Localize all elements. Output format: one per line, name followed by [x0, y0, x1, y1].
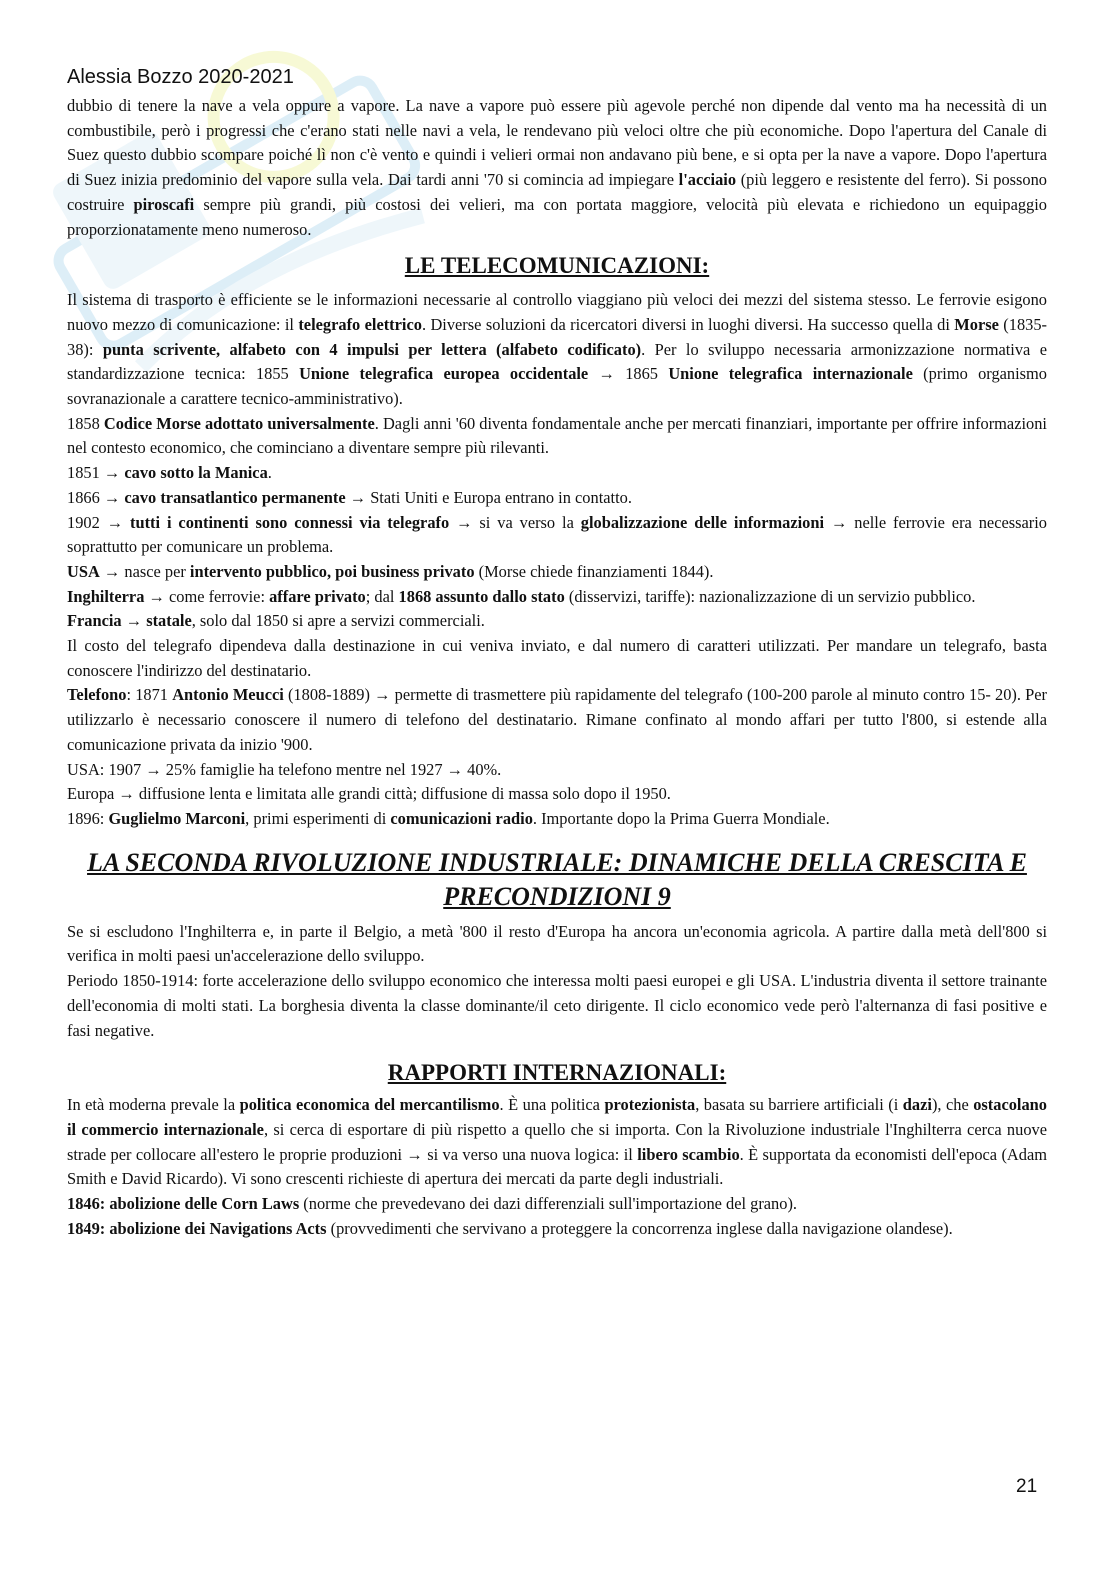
mercantilismo-paragraph: In età moderna prevale la politica economica del mercantilismo. È una politica protezionista, basata su barriere artificiali (i dazi), che ostacolano il commercio internazionale, si cerca di esportare di più rispetto a quello che si importa. Con la Rivoluzione industriale l'Inghilterra cerca nuove strade per collocare all'estero le proprie produzioni → si va verso una nuova logica: il libero scambio. È supportata da economisti dell'epoca (Adam Smith e David Ricardo). Vi sono crescenti richieste di apertura dei mercati da parte degli industriali. — [67, 1095, 1047, 1189]
usa-telephone-stats: USA: 1907 → 25% famiglie ha telefono mentre nel 1927 → 40%. — [67, 759, 502, 779]
marconi-line: 1896: Guglielmo Marconi, primi esperimenti di comunicazioni radio. Importante dopo la Prima Guerra Mondiale. — [67, 808, 830, 828]
telegraph-cost-paragraph: Il costo del telegrafo dipendeva dalla destinazione in cui veniva inviato, e dal numero di caratteri utilizzati. Per mandare un telegrafo, basta conoscere l'indirizzo del destinatario. — [67, 636, 1047, 680]
seconda-rivoluzione-paragraph-2: Periodo 1850-1914: forte accelerazione dello sviluppo economico che interessa molti paesi europei e gli USA. L'industria diventa il settore trainante dell'economia di molti stati. La borghesia diventa la classe dominante/il ceto dirigente. Il ciclo economico vede però l'alternanza di fasi positive e fasi negative. — [67, 971, 1047, 1040]
page-number: 21 — [1016, 1476, 1038, 1497]
section-title-seconda-rivoluzione: LA SECONDA RIVOLUZIONE INDUSTRIALE: DINAMICHE DELLA CRESCITA E PRECONDIZIONI 9 — [87, 847, 1027, 911]
section-title-rapporti-internazionali: RAPPORTI INTERNAZIONALI: — [387, 1060, 727, 1086]
line-1866: 1866 → cavo transatlantico permanente → Stati Uniti e Europa entrano in contatto. — [67, 487, 632, 507]
section-title-telecomunicazioni: LE TELECOMUNICAZIONI: — [404, 253, 710, 279]
intro-paragraph: dubbio di tenere la nave a vela oppure a vapore. La nave a vapore può essere più agevole perché non dipende dal vento ma ha necessità di un combustibile, però i progressi che c'erano stati nelle navi a vela, le rendevano più veloci oltre che più economiche. Dopo l'apertura del Canale di Suez questo dubbio scompare poiché lì non c'è vento e quindi i velieri ormai non andavano più bene, e si opta per la nave a vapore. Dopo l'apertura di Suez inizia predominio del vapore sulla vela. Dai tardi anni '70 si comincia ad impiegare l'acciaio (più leggero e resistente del ferro). Si possono costruire piroscafi sempre più grandi, più costosi dei velieri, ma con portata maggiore, velocità più elevata e richiedono un equipaggio proporzionatamente meno numeroso. — [67, 96, 1047, 239]
usa-line: USA → nasce per intervento pubblico, poi business privato (Morse chiede finanziamenti 1844). — [67, 561, 714, 581]
seconda-rivoluzione-paragraph-1: Se si escludono l'Inghilterra e, in parte il Belgio, a metà '800 il resto d'Europa ha ancora un'economia agricola. A partire dalla metà dell'800 si verifica in molti paesi un'accelerazione dello sviluppo. — [67, 921, 1047, 966]
francia-line: Francia → statale, solo dal 1850 si apre a servizi commerciali. — [67, 611, 485, 631]
inghilterra-line: Inghilterra → come ferrovie: affare privato; dal 1868 assunto dallo stato (disservizi, tariffe): nazionalizzazione di un servizio pubblico. — [67, 586, 976, 606]
line-1851: 1851 → cavo sotto la Manica. — [67, 463, 272, 483]
telecom-paragraph: Il sistema di trasporto è efficiente se le informazioni necessarie al controllo viaggiano più veloci dei mezzi del sistema stesso. Le ferrovie esigono nuovo mezzo di comunicazione: il telegrafo elettrico. Diverse soluzioni da ricercatori diversi in luoghi diversi. Ha successo quella di Morse (1835-38): punta scrivente, alfabeto con 4 impulsi per lettera (alfabeto codificato). Per lo sviluppo necessaria armonizzazione normativa e standardizzazione tecnica: 1855 Unione telegrafica europea occidentale → 1865 Unione telegrafica internazionale (primo organismo sovranazionale a carattere tecnico-amministrativo). — [67, 290, 1047, 409]
navigation-acts-line: 1849: abolizione dei Navigations Acts (provvedimenti che servivano a proteggere la concorrenza inglese dalla navigazione olandese). — [67, 1218, 953, 1238]
europa-line: Europa → diffusione lenta e limitata alle grandi città; diffusione di massa solo dopo il 1950. — [67, 784, 671, 804]
corn-laws-line: 1846: abolizione delle Corn Laws (norme che prevedevano dei dazi differenziali sull'importazione del grano). — [67, 1194, 798, 1214]
morse-code-paragraph: 1858 Codice Morse adottato universalmente. Dagli anni '60 diventa fondamentale anche per mercati finanziari, importante per offrire informazioni nel contesto economico, che cominciano a diventare sempre più rilevanti. — [67, 413, 1047, 458]
document-header: Alessia Bozzo 2020-2021 — [67, 66, 294, 88]
telefono-paragraph: Telefono: 1871 Antonio Meucci (1808-1889) → permette di trasmettere più rapidamente del telegrafo (100-200 parole al minuto contro 15- 20). Per utilizzarlo è necessario conoscere il numero di telefono del destinatario. Rimane confinato al mondo affari per tutto l'800, si estende alla comunicazione privata da inizio '900. — [67, 685, 1047, 754]
line-1902: 1902 → tutti i continenti sono connessi via telegrafo → si va verso la globalizzazione delle informazioni → nelle ferrovie era necessario soprattutto per comunicare un problema. — [67, 512, 1047, 557]
document-body — [67, 94, 1047, 1241]
